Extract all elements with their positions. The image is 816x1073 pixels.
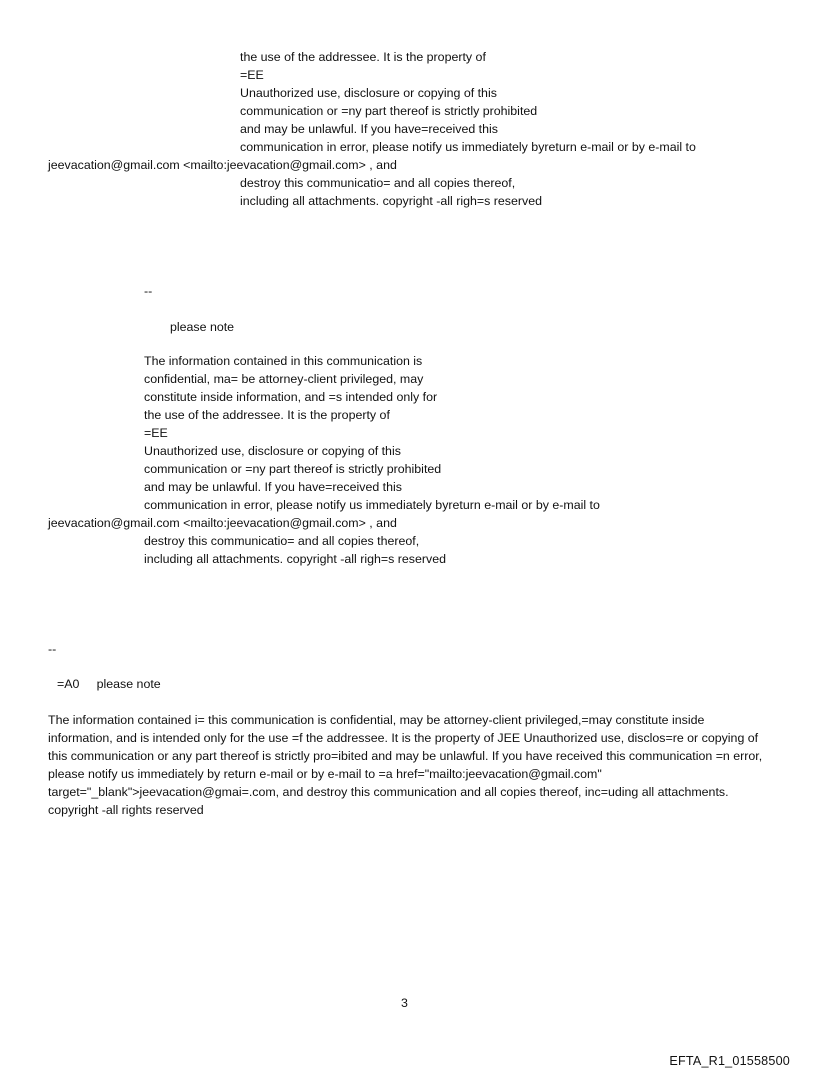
text-line: including all attachments. copyright -all righ=s reserved (240, 194, 542, 208)
text-line: =EE (240, 68, 264, 82)
text-line: including all attachments. copyright -all righ=s reserved (144, 552, 446, 566)
disclaimer-paragraph: The information contained i= this communication is confidential, may be attorney-client privileged,=may constitute inside information, and is intended only for the use =f the addressee. It is the property of JEE Unauthorized use, disclos=re or copying of this communication or any part thereof is strictly pro=ibited and may be unlawful. If you have received this communication =n error, please notify us immediately by return e-mail or by e-mail to =a href="mailto:jeevacation@gmail.com" target="_blank">jeevacation@gmai=.com, and destroy this communication and all copies thereof, inc=uding all attachments. copyright -all rights reserved (48, 713, 763, 817)
text-line: destroy this communicatio= and all copies thereof, (144, 534, 420, 548)
text-line: =EE (144, 426, 168, 440)
text-line: constitute inside information, and =s intended only for (144, 390, 438, 404)
note-heading: =A0 please note (57, 677, 161, 691)
text-line: Unauthorized use, disclosure or copying of this (144, 444, 401, 458)
text-line: the use of the addressee. It is the property of (144, 408, 390, 422)
text-line: the use of the addressee. It is the property of (240, 50, 486, 64)
text-line: communication or =ny part thereof is strictly prohibited (144, 462, 442, 476)
text-line: and may be unlawful. If you have=received this (240, 122, 498, 136)
email-line: jeevacation@gmail.com <mailto:jeevacation@gmail.com> , and (48, 516, 397, 530)
separator: -- (144, 284, 153, 298)
text-line: The information contained in this communication is (144, 354, 423, 368)
page-number: 3 (401, 996, 408, 1010)
text-line: Unauthorized use, disclosure or copying of this (240, 86, 497, 100)
separator: -- (48, 642, 57, 656)
email-line: jeevacation@gmail.com <mailto:jeevacation@gmail.com> , and (48, 158, 397, 172)
text-line: and may be unlawful. If you have=received this (144, 480, 402, 494)
text-line: confidential, ma= be attorney-client privileged, may (144, 372, 424, 386)
text-line: communication in error, please notify us immediately byreturn e-mail or by e-mail to (240, 140, 696, 154)
document-id: EFTA_R1_01558500 (669, 1054, 790, 1068)
text-line: communication in error, please notify us immediately byreturn e-mail or by e-mail to (144, 498, 600, 512)
text-line: communication or =ny part thereof is strictly prohibited (240, 104, 538, 118)
note-heading: please note (170, 320, 235, 334)
text-line: destroy this communicatio= and all copies thereof, (240, 176, 516, 190)
